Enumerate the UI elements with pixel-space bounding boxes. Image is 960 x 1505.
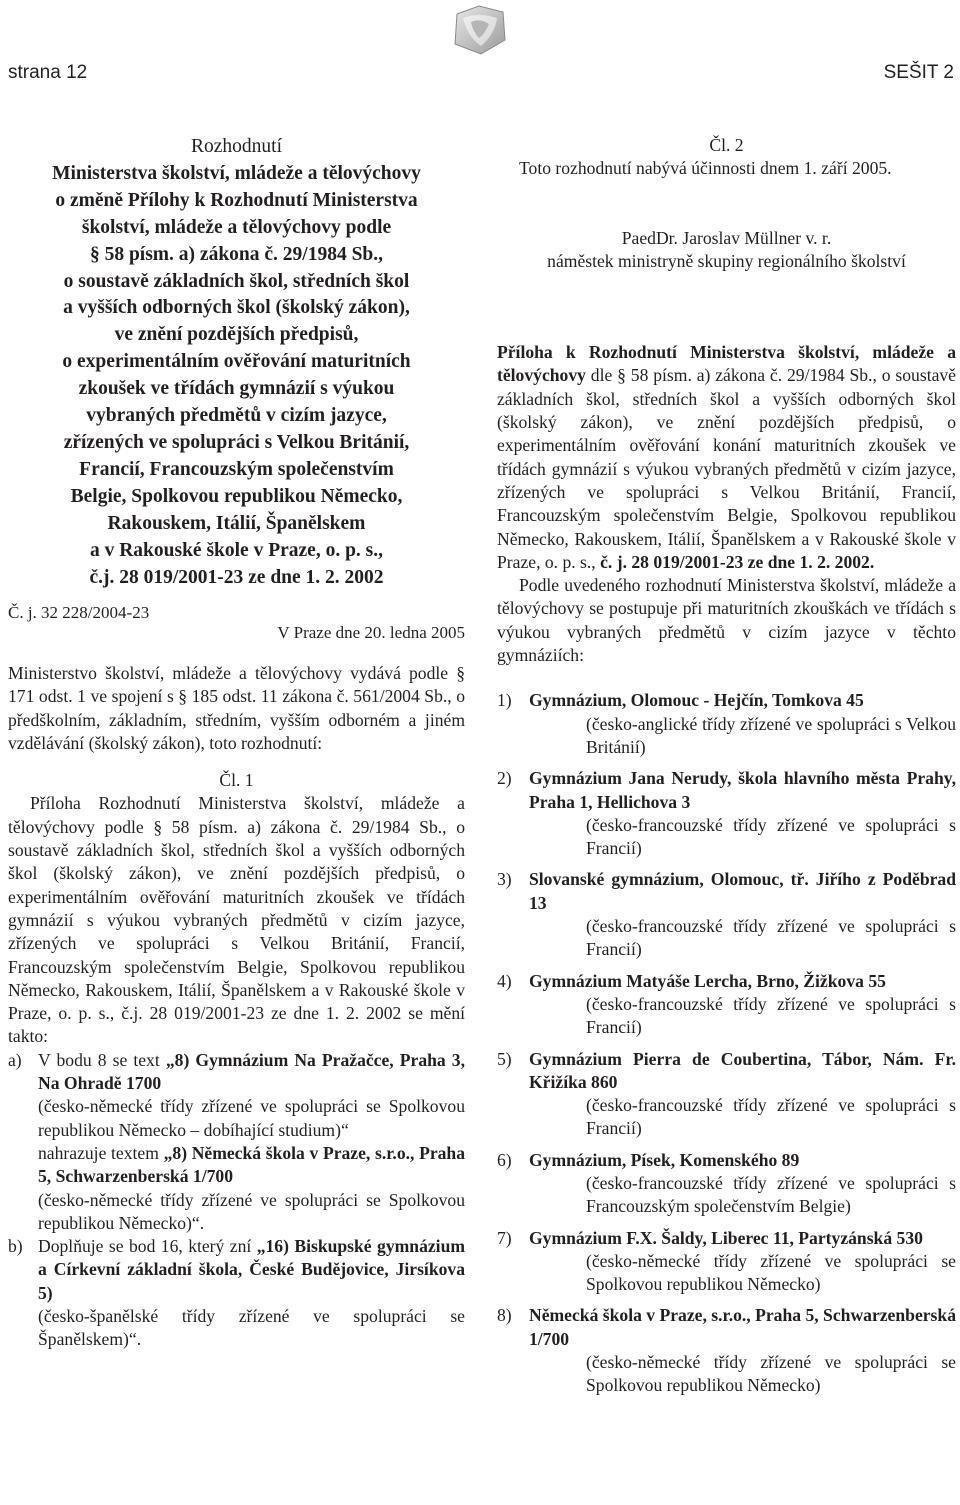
list-item bbox=[497, 1227, 956, 1297]
title-line: § 58 písm. a) zákona č. 29/1984 Sb., bbox=[89, 243, 384, 265]
title-line: ve znění pozdějších předpisů, bbox=[114, 324, 359, 346]
title-line: o soustavě základních škol, středních škol bbox=[63, 270, 410, 292]
right-column bbox=[497, 134, 956, 1406]
item-number: 4) bbox=[497, 970, 512, 991]
issue-date: V Praze dne 20. ledna 2005 bbox=[277, 622, 465, 642]
school-name: Gymnázium, Olomouc - Hejčín, Tomkova 45 bbox=[529, 690, 864, 711]
item-number: 6) bbox=[497, 1149, 512, 1170]
amendment-old-school: „8) Gymnázium Na Pražačce, Praha 3, Na Ohradě 1700 bbox=[38, 1049, 465, 1094]
item-number: 1) bbox=[497, 690, 512, 711]
article-1-heading: Čl. 1 bbox=[219, 770, 254, 791]
title-line: zřízených ve spolupráci s Velkou Británií, bbox=[63, 431, 410, 453]
signatory-role: náměstek ministryně skupiny regionálního školství bbox=[547, 250, 906, 271]
article-2-heading: Čl. 2 bbox=[709, 135, 744, 155]
item-number: 2) bbox=[497, 768, 512, 789]
school-note: (česko-německé třídy zřízené ve spolupráci se Spolkovou republikou Německo) bbox=[586, 1250, 956, 1295]
state-emblem-icon bbox=[449, 4, 511, 56]
decision-title bbox=[8, 134, 465, 591]
item-number: 7) bbox=[497, 1227, 512, 1248]
amendment-old-note: (česko-německé třídy zřízené ve spolupráci se Spolkovou republikou Německo – dobíhající studium)“ bbox=[38, 1096, 465, 1140]
title-line: Ministerstva školství, mládeže a tělovýchovy bbox=[52, 162, 421, 184]
title-line: Rozhodnutí bbox=[191, 136, 282, 157]
amendment-school: „16) Biskupské gymnázium a Církevní základní škola, České Budějovice, Jirsíkova 5) bbox=[38, 1236, 466, 1303]
school-note: (česko-francouzské třídy zřízené ve spolupráci s Francií) bbox=[586, 916, 956, 960]
signatory-name: PaedDr. Jaroslav Müllner v. r. bbox=[621, 227, 832, 248]
school-note: (česko-francouzské třídy zřízené ve spolupráci s Francií) bbox=[586, 993, 956, 1038]
amendment-lead: Doplňuje se bod 16, který zní bbox=[38, 1236, 252, 1257]
left-column bbox=[8, 134, 465, 1352]
amendment-new-note: (česko-německé třídy zřízené ve spolupráci se Spolkovou republikou Německo)“. bbox=[38, 1189, 465, 1233]
article-2-text: Toto rozhodnutí nabývá účinnosti dnem 1. září 2005. bbox=[519, 158, 892, 179]
amendment-a bbox=[8, 1049, 465, 1235]
amendment-new-school: „8) Německá škola v Praze, s.r.o., Praha 5, Schwarzenberská 1/700 bbox=[38, 1142, 466, 1187]
school-note: (česko-německé třídy zřízené ve spolupráci se Spolkovou republikou Německo) bbox=[586, 1352, 956, 1396]
amendment-label: a) bbox=[8, 1049, 22, 1070]
amendment-lead: V bodu 8 se text bbox=[38, 1049, 160, 1070]
school-name: Gymnázium, Písek, Komenského 89 bbox=[529, 1149, 800, 1170]
school-list bbox=[497, 689, 956, 1397]
title-line: vybraných předmětů v cizím jazyce, bbox=[86, 405, 387, 427]
title-line: školství, mládeže a tělovýchovy podle bbox=[81, 216, 392, 238]
amendment-label: b) bbox=[8, 1236, 23, 1257]
list-item bbox=[497, 1149, 956, 1219]
amendment-b bbox=[8, 1235, 465, 1351]
title-line: o experimentálním ověřování maturitních bbox=[62, 351, 411, 373]
list-item bbox=[497, 970, 956, 1040]
school-name: Gymnázium F.X. Šaldy, Liberec 11, Partyzánská 530 bbox=[529, 1227, 923, 1248]
item-number: 3) bbox=[497, 869, 512, 890]
annex-paragraph bbox=[497, 341, 956, 574]
title-line: zkoušek ve třídách gymnázií s výukou bbox=[78, 378, 395, 400]
title-line: č.j. 28 019/2001-23 ze dne 1. 2. 2002 bbox=[89, 566, 384, 588]
page-number: strana 12 bbox=[8, 62, 88, 83]
school-note: (česko-anglické třídy zřízené ve spolupráci s Velkou Británií) bbox=[586, 713, 956, 757]
school-note: (česko-francouzské třídy zřízené ve spolupráci s Francouzským společenstvím Belgie) bbox=[586, 1172, 956, 1217]
list-item bbox=[497, 689, 956, 759]
annex-reference: č. j. 28 019/2001-23 ze dne 1. 2. 2002. bbox=[600, 551, 875, 572]
amendment-replace-lead: nahrazuje textem bbox=[38, 1142, 159, 1163]
article-1-text: Příloha Rozhodnutí Ministerstva školství, mládeže a tělovýchovy podle § 58 písm. a) zákona č. 29/1984 Sb., o soustavě základních škol, středních škol a vyšších odborných škol (školský zákon), ve znění pozdějších předpisů, o experimentálním ověřování maturitních zkoušek ve třídách gymnázií s výukou vybraných předmětů v cizím jazyce, zřízených ve spolupráci s Velkou Británií, Francií, Francouzským společenstvím Belgie, Spolkovou republikou Německo, Rakouskem, Itálií, Španělskem a v Rakouské škole v Praze, o. p. s., č.j. 28 019/2001-23 ze dne 1. 2. 2002 se mění takto: bbox=[8, 793, 465, 1047]
list-item bbox=[497, 868, 956, 961]
item-number: 5) bbox=[497, 1048, 512, 1069]
intro-paragraph: Ministerstvo školství, mládeže a tělovýchovy vydává podle § 171 odst. 1 ve spojení s § 185 odst. 11 zákona č. 561/2004 Sb., o předškolním, základním, středním, vyšším odborném a jiném vzdělávání (školský zákon), toto rozhodnutí: bbox=[8, 663, 465, 753]
title-line: Francií, Francouzským společenstvím bbox=[79, 458, 394, 480]
section-label: SEŠIT 2 bbox=[883, 62, 954, 83]
title-line: Belgie, Spolkovou republikou Německo, bbox=[70, 485, 403, 507]
school-note: (česko-francouzské třídy zřízené ve spolupráci s Francií) bbox=[586, 1095, 956, 1139]
title-line: a vyšších odborných škol (školský zákon), bbox=[63, 297, 410, 319]
school-name: Slovanské gymnázium, Olomouc, tř. Jiřího z Poděbrad 13 bbox=[529, 869, 956, 913]
list-item bbox=[497, 1304, 956, 1397]
annex-paragraph-2: Podle uvedeného rozhodnutí Ministerstva školství, mládeže a tělovýchovy se postupuje při maturitních zkouškách ve třídách s výukou vybraných předmětů v cizím jazyce v těchto gymnáziích: bbox=[497, 575, 956, 666]
school-name: Gymnázium Pierra de Coubertina, Tábor, Nám. Fr. Křižíka 860 bbox=[529, 1048, 956, 1092]
school-name: Německá škola v Praze, s.r.o., Praha 5, Schwarzenberská 1/700 bbox=[529, 1305, 956, 1349]
school-name: Gymnázium Matyáše Lercha, Brno, Žižkova 55 bbox=[529, 970, 886, 991]
title-line: a v Rakouské škole v Praze, o. p. s., bbox=[89, 539, 384, 561]
list-item bbox=[497, 767, 956, 860]
item-number: 8) bbox=[497, 1305, 512, 1326]
title-line: Rakouskem, Itálií, Španělskem bbox=[107, 512, 366, 534]
school-note: (česko-francouzské třídy zřízené ve spolupráci s Francií) bbox=[586, 814, 956, 859]
annex-title: Příloha k Rozhodnutí Ministerstva školství, mládeže a tělovýchovy bbox=[497, 342, 956, 386]
amendment-note: (česko-španělské třídy zřízené ve spolupráci se Španělskem)“. bbox=[38, 1306, 465, 1350]
school-name: Gymnázium Jana Nerudy, škola hlavního města Prahy, Praha 1, Hellichova 3 bbox=[529, 768, 956, 812]
list-item bbox=[497, 1048, 956, 1141]
reference-number: Č. j. 32 228/2004-23 bbox=[8, 603, 150, 623]
title-line: o změně Přílohy k Rozhodnutí Ministerstva bbox=[55, 189, 418, 211]
annex-body: dle § 58 písm. a) zákona č. 29/1984 Sb., o soustavě základních škol, středních škol a vyšších odborných škol (školský zákon), ve znění pozdějších předpisů, o experimentálním ověřování konání maturitních zkoušek ve třídách gymnázií s výukou vybraných předmětů v cizím jazyce, zřízených ve spolupráci s Velkou Británií, Francií, Francouzským společenstvím Belgie, Spolkovou republikou Německo, Rakouskem, Itálií, Španělskem a v Rakouské škole v Praze, o. p. s., bbox=[497, 365, 956, 572]
